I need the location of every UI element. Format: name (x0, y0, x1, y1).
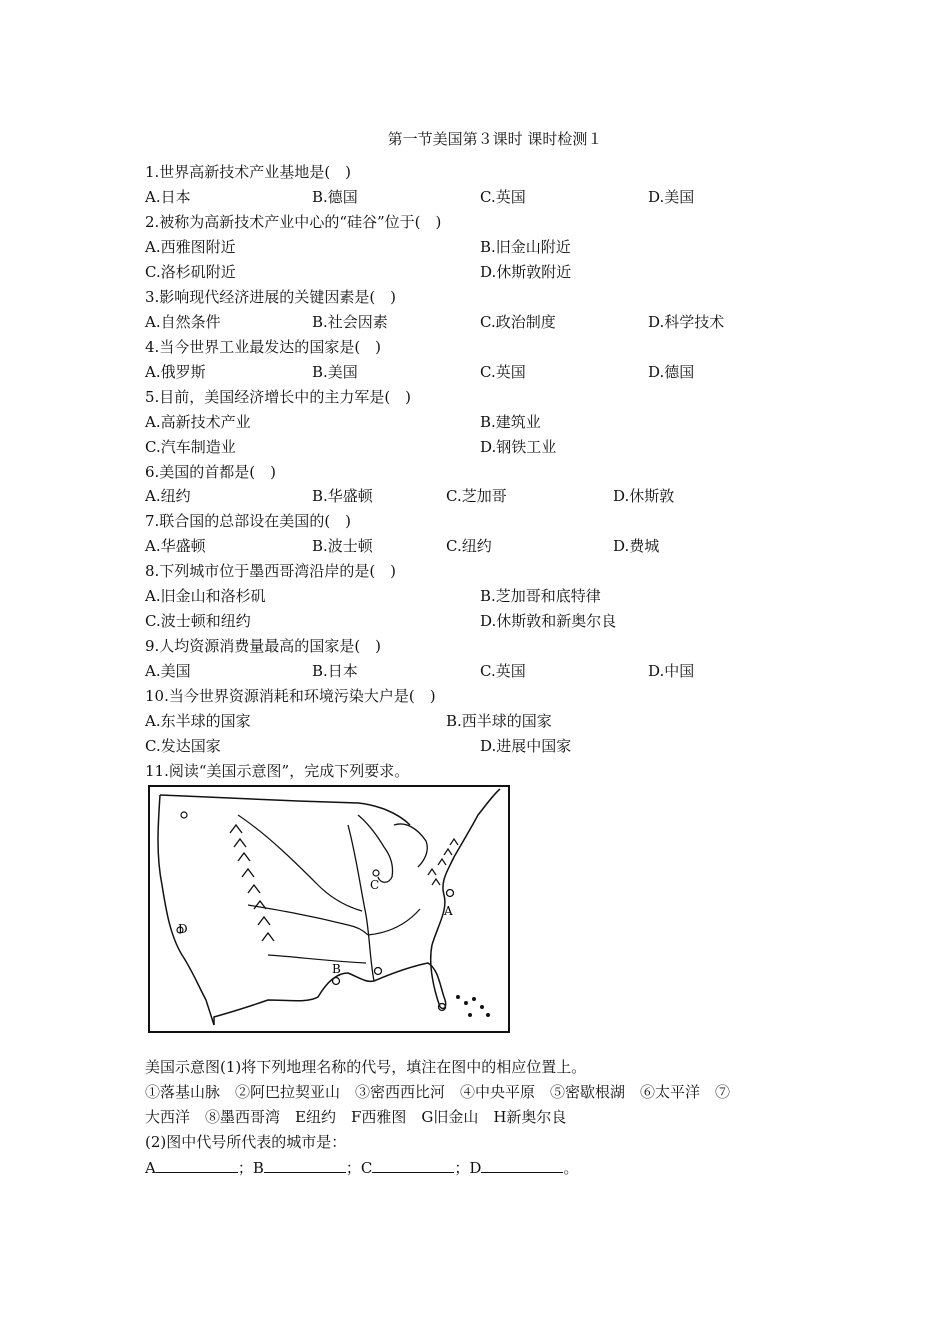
option: B.德国 (312, 188, 358, 206)
option: D.进展中国家 (480, 737, 572, 755)
usa-outline-map (148, 785, 510, 1033)
question-stem: 7.联合国的总部设在美国的( ) (145, 512, 352, 530)
option: B.美国 (312, 363, 358, 381)
answer-blank-d[interactable] (481, 1158, 563, 1173)
question-stem: 8.下列城市位于墨西哥湾沿岸的是( ) (145, 562, 397, 580)
answer-blank-b[interactable] (264, 1158, 346, 1173)
option: C.汽车制造业 (145, 438, 236, 456)
page-title: 第一节美国第３课时 课时检测１ (387, 130, 603, 148)
option: A.纽约 (145, 487, 191, 505)
option: B.旧金山附近 (480, 238, 571, 256)
option: D.德国 (648, 363, 695, 381)
option: C.政治制度 (480, 313, 556, 331)
map-label-c: C (370, 878, 380, 892)
option: A.日本 (145, 188, 191, 206)
q11-part2: (2)图中代号所代表的城市是： (145, 1133, 347, 1151)
option: A.东半球的国家 (145, 712, 251, 730)
question-stem: 2.被称为高新技术产业中心的“硅谷”位于( ) (145, 213, 442, 231)
answer-blank-a[interactable] (156, 1158, 238, 1173)
option: D.钢铁工业 (480, 438, 557, 456)
q11-part1-line2: ①落基山脉 ②阿巴拉契亚山 ③密西西比河 ④中央平原 ⑤密歇根湖 ⑥太平洋 ⑦ (145, 1083, 731, 1101)
option: D.休斯敦 (613, 487, 675, 505)
option: C.纽约 (446, 537, 492, 555)
option: B.芝加哥和底特律 (480, 587, 601, 605)
answer-label-b: ；B (237, 1159, 264, 1177)
option: D.美国 (648, 188, 695, 206)
option: A.旧金山和洛杉矶 (145, 587, 266, 605)
question-stem: 3.影响现代经济进展的关键因素是( ) (145, 288, 397, 306)
question-stem: 9.人均资源消费量最高的国家是( ) (145, 637, 382, 655)
question-stem: 11.阅读“美国示意图”，完成下列要求。 (145, 762, 410, 780)
option: B.建筑业 (480, 413, 541, 431)
option: A.华盛顿 (145, 537, 206, 555)
option: A.俄罗斯 (145, 363, 206, 381)
question-stem: 1.世界高新技术产业基地是( ) (145, 163, 352, 181)
question-stem: 10.当今世界资源消耗和环境污染大户是( ) (145, 687, 436, 705)
option: B.波士顿 (312, 537, 373, 555)
option: B.西半球的国家 (446, 712, 552, 730)
answer-label-d: ；D (454, 1159, 482, 1177)
option: C.英国 (480, 188, 526, 206)
option: D.费城 (613, 537, 660, 555)
question-stem: 6.美国的首都是( ) (145, 463, 277, 481)
option: D.中国 (648, 662, 695, 680)
option: A.高新技术产业 (145, 413, 251, 431)
option: B.华盛顿 (312, 487, 373, 505)
option: C.洛杉矶附近 (145, 263, 236, 281)
option: D.休斯敦和新奥尔良 (480, 612, 617, 630)
option: D.科学技术 (648, 313, 725, 331)
question-stem: 5.目前，美国经济增长中的主力军是( ) (145, 388, 412, 406)
option: B.社会因素 (312, 313, 388, 331)
option: A.西雅图附近 (145, 238, 236, 256)
map-label-a: A (444, 904, 453, 918)
option: C.波士顿和纽约 (145, 612, 251, 630)
option: A.自然条件 (145, 313, 221, 331)
answer-blanks (145, 1157, 578, 1178)
option: A.美国 (145, 662, 191, 680)
answer-end: 。 (563, 1159, 579, 1177)
option: D.休斯敦附近 (480, 263, 572, 281)
option: B.日本 (312, 662, 358, 680)
option: C.英国 (480, 662, 526, 680)
answer-label-a: A (145, 1159, 156, 1177)
q11-part1-line3: 大西洋 ⑧墨西哥湾 E纽约 F西雅图 G旧金山 H新奥尔良 (145, 1108, 567, 1126)
option: C.发达国家 (145, 737, 221, 755)
q11-part1-line1: 美国示意图(1)将下列地理名称的代号，填注在图中的相应位置上。 (145, 1058, 587, 1076)
map-label-d: D (178, 922, 188, 936)
answer-blank-c[interactable] (372, 1158, 454, 1173)
question-stem: 4.当今世界工业最发达的国家是( ) (145, 338, 382, 356)
answer-label-c: ；C (345, 1159, 373, 1177)
option: C.英国 (480, 363, 526, 381)
option: C.芝加哥 (446, 487, 507, 505)
map-label-b: B (332, 962, 341, 976)
